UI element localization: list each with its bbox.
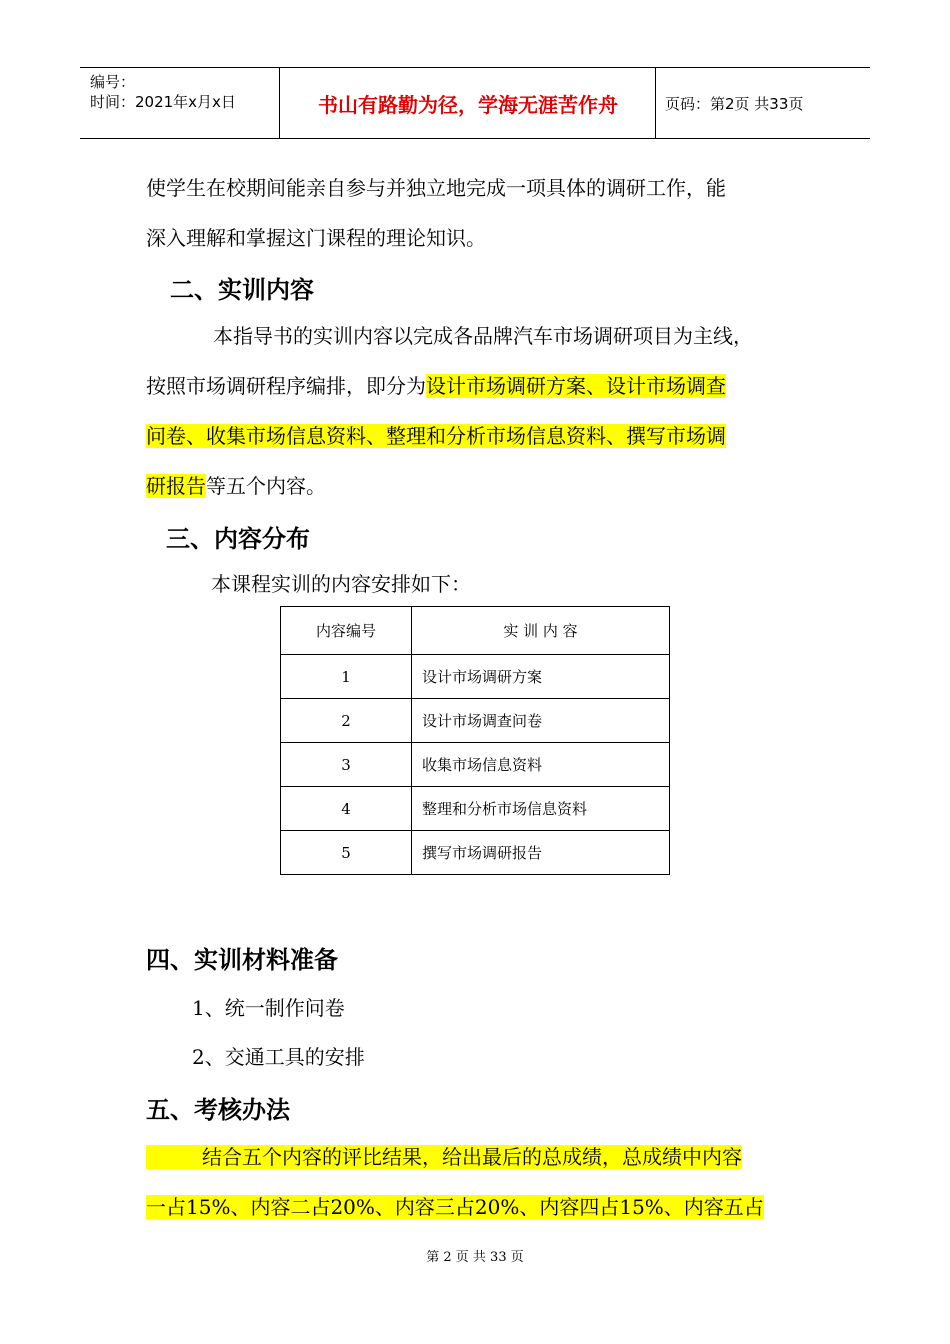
section5-line1-highlight [146,1145,742,1169]
section3-heading: 三、内容分布 [166,525,310,553]
table-cell-content: 撰写市场调研报告 [412,831,670,875]
table-row [281,787,670,831]
section4-item2: 2、交通工具的安排 [192,1045,365,1069]
header-motto: 书山有路勤为径，学海无涯苦作舟 [281,68,656,138]
section3-intro: 本课程实训的内容安排如下： [211,572,471,596]
table-cell-content: 收集市场信息资料 [412,743,670,787]
table-cell-number: 1 [281,655,412,699]
header-meta [80,68,280,138]
section4-heading: 四、实训材料准备 [146,946,338,974]
section2-line4-plain: 等五个内容。 [206,474,326,498]
table-header-number: 内容编号 [281,607,412,655]
time-label: 时间：2021年x月x日 [90,93,236,111]
table-row [281,655,670,699]
section5-line2 [146,1191,764,1220]
table-cell-number: 4 [281,787,412,831]
section2-line3-highlight: 问卷、收集市场信息资料、整理和分析市场信息资料、撰写市场调 [146,424,726,448]
section2-line2-highlight: 设计市场调研方案、设计市场调查 [426,374,726,398]
table-cell-number: 2 [281,699,412,743]
table-cell-number: 3 [281,743,412,787]
section2-line1: 本指导书的实训内容以完成各品牌汽车市场调研项目为主线， [213,324,753,348]
table-cell-number: 5 [281,831,412,875]
section5-heading: 五、考核办法 [146,1096,290,1124]
section5-line2-highlight: 一占15%、内容二占20%、内容三占20%、内容四占15%、内容五占 [146,1195,764,1219]
page-header [80,67,870,139]
table-row [281,699,670,743]
table-cell-content: 设计市场调查问卷 [412,699,670,743]
section5-line1-text: 结合五个内容的评比结果，给出最后的总成绩，总成绩中内容 [202,1145,742,1169]
table-header-row [281,607,670,655]
section2-line2 [146,370,726,399]
table-cell-content: 设计市场调研方案 [412,655,670,699]
section5-line1 [146,1141,742,1170]
table-row [281,831,670,875]
table-header-content: 实 训 内 容 [412,607,670,655]
section4-item1: 1、统一制作问卷 [192,996,345,1020]
para1-line1: 使学生在校期间能亲自参与并独立地完成一项具体的调研工作，能 [146,176,726,200]
page-footer: 第 2 页 共 33 页 [426,1250,524,1265]
para1-line2: 深入理解和掌握这门课程的理论知识。 [146,226,486,250]
section2-heading: 二、实训内容 [170,276,314,304]
table-cell-content: 整理和分析市场信息资料 [412,787,670,831]
section2-line3 [146,420,726,449]
section2-line4 [146,470,326,499]
header-page-info: 页码：第2页 共33页 [665,94,804,113]
section2-line2-plain: 按照市场调研程序编排，即分为 [146,374,426,398]
number-label: 编号： [90,73,136,91]
content-table [280,606,670,875]
table-row [281,743,670,787]
section2-line4-highlight: 研报告 [146,474,206,498]
